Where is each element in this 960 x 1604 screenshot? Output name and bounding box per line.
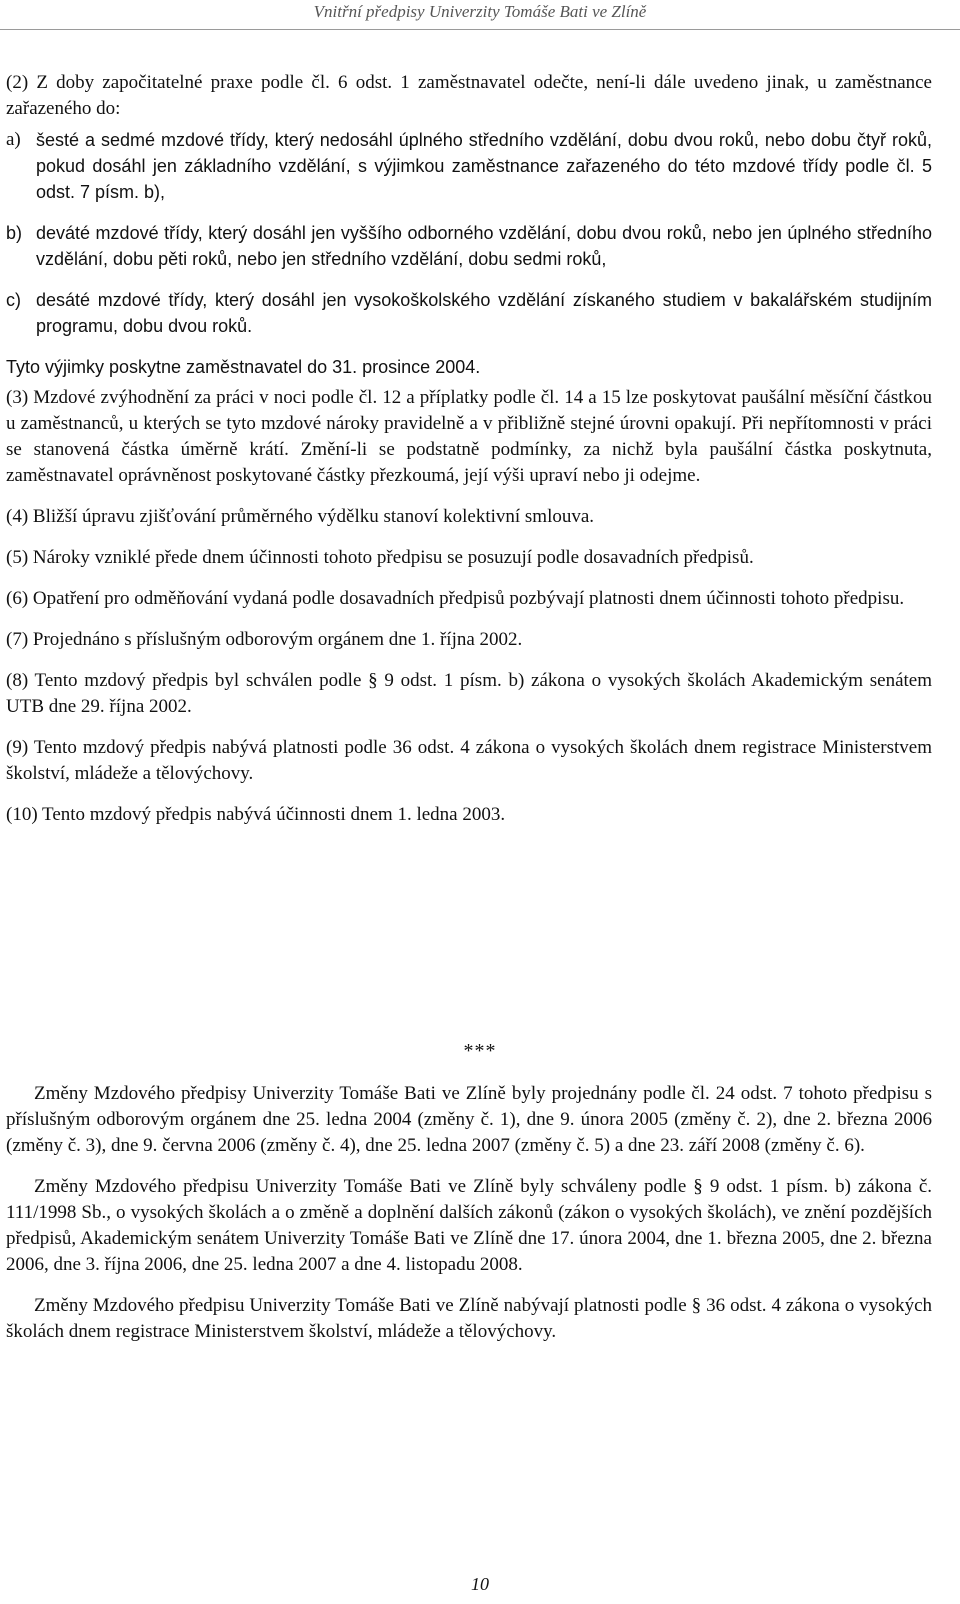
header-divider bbox=[0, 29, 960, 30]
paragraph-5: (5) Nároky vzniklé přede dnem účinnosti tohoto předpisu se posuzují podle dosavadních předpisů. bbox=[6, 547, 754, 568]
paragraph-2-intro: (2) Z doby započitatelné praxe podle čl. 6 odst. 1 zaměstnavatel odečte, není-li dále uvedeno jinak, u zaměstnance zařazeného do: bbox=[6, 72, 932, 119]
list-item-c bbox=[6, 287, 932, 339]
document-body bbox=[6, 70, 932, 843]
page-header: Vnitřní předpisy Univerzity Tomáše Bati ve Zlíně bbox=[313, 2, 647, 21]
paragraph-6: (6) Opatření pro odměňování vydaná podle dosavadních předpisů pozbývají platnosti dnem účinnosti tohoto předpisu. bbox=[6, 588, 905, 609]
paragraph-3: (3) Mzdové zvýhodnění za práci v noci podle čl. 12 a příplatky podle čl. 14 a 15 lze poskytovat paušální měsíční částkou u zaměstnanců, u kterých se tyto mzdové nároky pravidelně a v přibližně stejné úrovni opakují. Při nepřítomnosti v práci se stanovená částka úměrně krátí. Změní-li se podstatně podmínky, za nichž byla paušální částka poskytnuta, zaměstnavatel oprávněnost poskytované částky přezkoumá, její výši upraví nebo ji odejme. bbox=[6, 387, 932, 486]
list-text: deváté mzdové třídy, který dosáhl jen vyššího odborného vzdělání, dobu dvou roků, nebo jen úplného středního vzdělání, dobu pěti roků, nebo jen středního vzdělání, dobu sedmi roků, bbox=[36, 223, 932, 269]
exceptions-note: Tyto výjimky poskytne zaměstnavatel do 31. prosince 2004. bbox=[6, 357, 481, 377]
list-item-a bbox=[6, 127, 932, 205]
list-label: b) bbox=[6, 223, 23, 243]
paragraph-7: (7) Projednáno s příslušným odborovým orgánem dne 1. října 2002. bbox=[6, 629, 523, 650]
paragraph-4: (4) Bližší úpravu zjišťování průměrného výdělku stanoví kolektivní smlouva. bbox=[6, 506, 595, 527]
paragraph-9: (9) Tento mzdový předpis nabývá platnosti podle 36 odst. 4 zákona o vysokých školách dnem registrace Ministerstvem školství, mládeže a tělovýchovy. bbox=[6, 737, 932, 784]
page-number: 10 bbox=[471, 1574, 489, 1594]
list-text: desáté mzdové třídy, který dosáhl jen vysokoškolského vzdělání získaného studiem v bakalářském studijním programu, dobu dvou roků. bbox=[36, 290, 932, 336]
paragraph-10: (10) Tento mzdový předpis nabývá účinnosti dnem 1. ledna 2003. bbox=[6, 804, 506, 825]
amendments-validity: Změny Mzdového předpisu Univerzity Tomáše Bati ve Zlíně nabývají platnosti podle § 36 odst. 4 zákona o vysokých školách dnem registrace Ministerstvem školství, mládeže a tělovýchovy. bbox=[6, 1295, 932, 1342]
amendments-negotiated: Změny Mzdového předpisy Univerzity Tomáše Bati ve Zlíně byly projednány podle čl. 24 odst. 7 tohoto předpisu s příslušným odborovým orgánem dne 25. ledna 2004 (změny č. 1), dne 9. února 2005 (změny č. 2), dne 2. března 2006 (změny č. 3), dne 9. června 2006 (změny č. 4), dne 25. ledna 2007 (změny č. 5) a dne 23. září 2008 (změny č. 6). bbox=[6, 1083, 932, 1156]
list-item-b bbox=[6, 220, 932, 272]
amendments-section bbox=[6, 1081, 932, 1360]
list-text: šesté a sedmé mzdové třídy, který nedosáhl úplného středního vzdělání, dobu dvou roků, nebo dobu čtyř roků, pokud dosáhl jen základního vzdělání, s výjimkou zaměstnance zařazeného do této mzdové třídy podle čl. 5 odst. 7 písm. b), bbox=[36, 130, 932, 202]
list-label: c) bbox=[6, 290, 21, 310]
list-label: a) bbox=[6, 129, 21, 150]
section-separator: *** bbox=[463, 1040, 497, 1062]
amendments-approved: Změny Mzdového předpisu Univerzity Tomáše Bati ve Zlíně byly schváleny podle § 9 odst. 1 písm. b) zákona č. 111/1998 Sb., o vysokých školách a o změně a doplnění dalších zákonů (zákon o vysokých školách), ve znění pozdějších předpisů, Akademickým senátem Univerzity Tomáše Bati ve Zlíně dne 17. února 2004, dne 1. března 2005, dne 2. března 2006, dne 3. října 2006, dne 25. ledna 2007 a dne 4. listopadu 2008. bbox=[6, 1176, 932, 1275]
paragraph-8: (8) Tento mzdový předpis byl schválen podle § 9 odst. 1 písm. b) zákona o vysokých školách Akademickým senátem UTB dne 29. října 2002. bbox=[6, 670, 932, 717]
